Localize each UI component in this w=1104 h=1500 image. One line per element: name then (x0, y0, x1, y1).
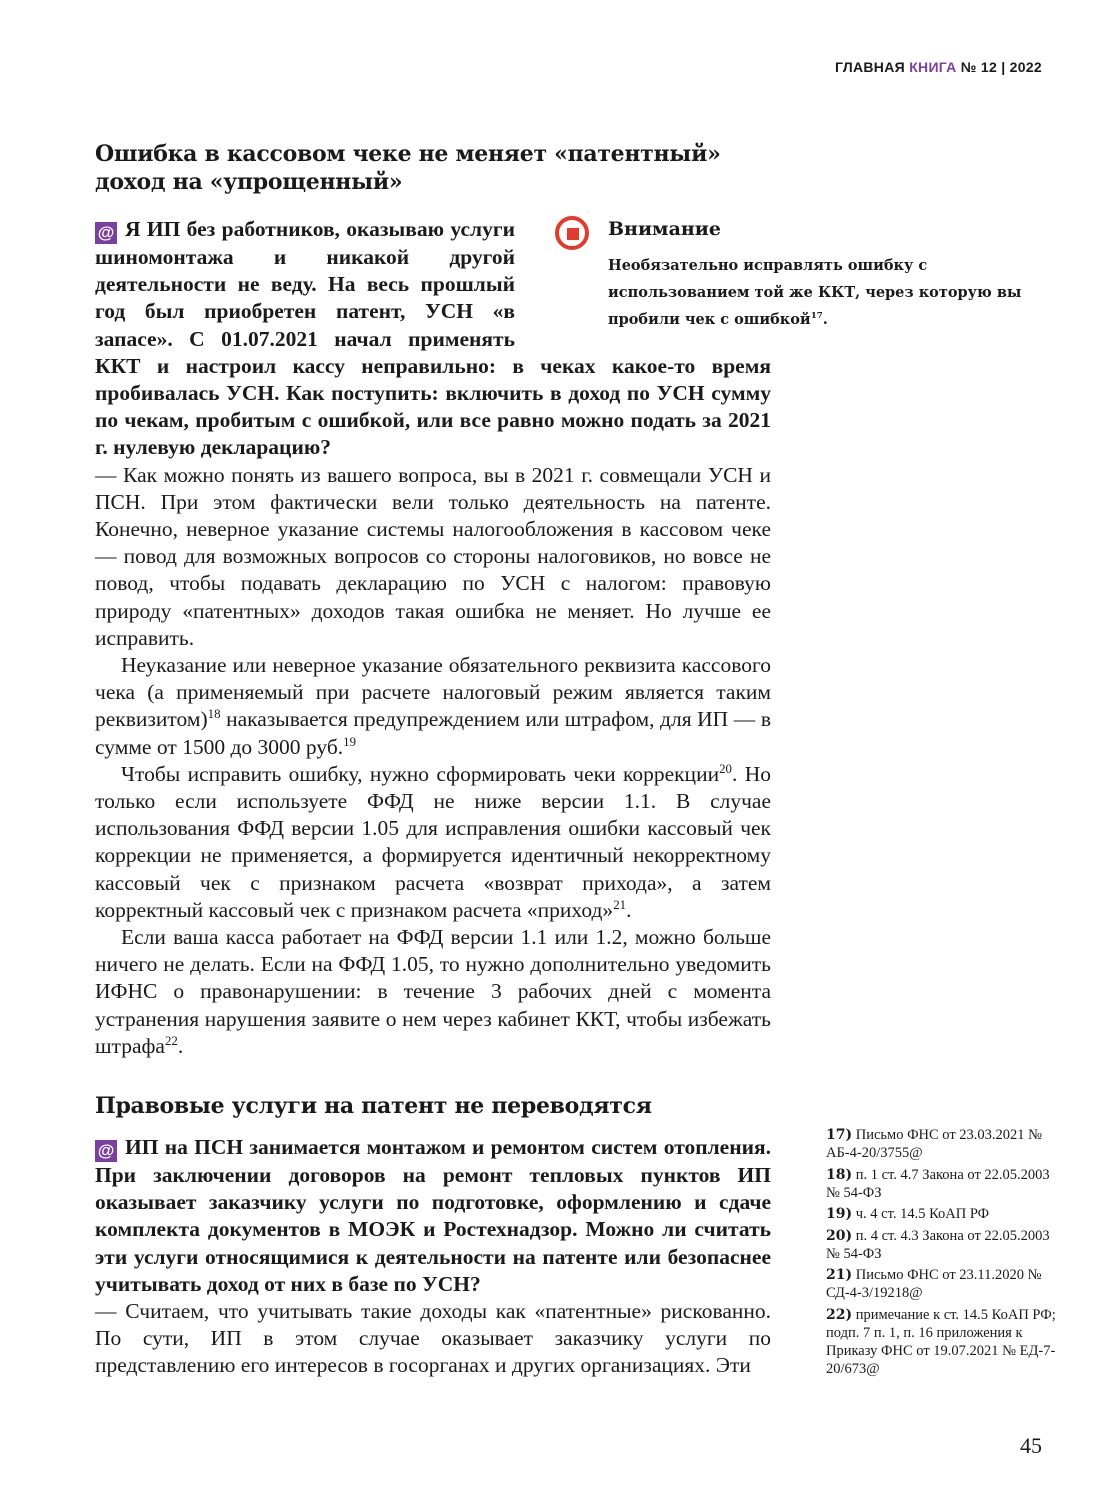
attention-text: Необязательно исправлять ошибку с использованием той же ККТ, через которую вы пробили чек с ошибкой$^{17}$. (608, 257, 1022, 328)
brand-name-accent: КНИГА (909, 59, 957, 75)
footnote: 22) примечание к ст. 14.5 КоАП РФ; подп. 7 п. 1, п. 16 приложения к Приказу ФНС от 19.07.2021 № ЕД-7-20/673@ (826, 1306, 1056, 1377)
answer-paragraph: Если ваша касса работает на ФФД версии 1.1 или 1.2, можно больше ничего не делать. Если на ФФД 1.05, то нужно дополнительно уведомить ИФНС о правонарушении: в течение 3 рабочих дней с момента устранения нарушения заявите о нем через кабинет ККТ, чтобы избежать штрафа$^{22}$. (95, 925, 771, 1058)
reader-question: @ ИП на ПСН занимается монтажом и ремонтом систем отопления. При заключении договоров на ремонт тепловых пунктов ИП оказывает заказчику услуги по подготовке, оформлению и сдаче комплекта документов в МОЭК и Ростехнадзор. Можно ли считать эти услуги относящимися к деятельности на патенте или безопаснее учитывать доход от них в базе по УСН? (95, 1135, 771, 1296)
answer-paragraph: Чтобы исправить ошибку, нужно сформировать чеки коррекции$^{20}$. Но только если используете ФФД не ниже версии 1.1. В случае использования ФФД версии 1.05 для исправления ошибки кассовый чек коррекции не применяется, а формируется идентичный некорректному кассовый чек с признаком расчета «возврат прихода», а затем корректный кассовый чек с признаком расчета «приход»$^{21}$. (95, 761, 771, 922)
at-icon: @ (95, 1140, 117, 1162)
footnote: 21) Письмо ФНС от 23.11.2020 № СД-4-3/19218@ (826, 1267, 1042, 1301)
footnote: 19) ч. 4 ст. 14.5 КоАП РФ (826, 1206, 990, 1222)
section-2 (95, 1092, 771, 1380)
footnote: 20) п. 4 ст. 4.3 Закона от 22.05.2003 № 54-ФЗ (826, 1227, 1050, 1262)
section-1 (95, 140, 1022, 1060)
answer-paragraph: — Считаем, что учитывать такие доходы как «патентные» рискованно. По сути, ИП в этом случае оказывает заказчику услуги по представлению его интересов в госорганах и других организациях. Эти (95, 1299, 771, 1378)
section-2-title: Правовые услуги на патент не переводятся (95, 1093, 652, 1119)
answer-paragraph: Неуказание или неверное указание обязательного реквизита кассового чека (а применяемый при расчете налоговый режим является таким реквизитом)$^{18}$ наказывается предупреждением или штрафом, для ИП — в сумме от 1500 до 3000 руб.$^{19}$ (95, 653, 771, 759)
footnotes (826, 1126, 1056, 1381)
stop-icon (555, 216, 589, 250)
answer-paragraph: — Как можно понять из вашего вопроса, вы в 2021 г. совмещали УСН и ПСН. При этом фактически вели только деятельность на патенте. Конечно, неверное указание системы налогообложения в кассовом чеке — повод для возможных вопросов со стороны налоговиков, но вовсе не повод, чтобы подавать декларацию по УСН с налогом: правовую природу «патентных» доходов такая ошибка не меняет. Но лучше ее исправить. (95, 462, 771, 650)
running-header (835, 59, 1042, 75)
issue-number: № 12 | 2022 (960, 59, 1042, 75)
footnote: 17) Письмо ФНС от 23.03.2021 № АБ-4-20/3755@ (826, 1127, 1043, 1161)
footnote-ref: 17 (810, 311, 823, 322)
at-icon: @ (95, 222, 117, 244)
footnote: 18) п. 1 ст. 4.7 Закона от 22.05.2003 № 54-ФЗ (826, 1166, 1050, 1201)
brand-name: ГЛАВНАЯ (834, 59, 905, 75)
reader-question: @ Я ИП без работников, оказываю услуги шиномонтажа и никакой другой деятельности не веду. На весь прошлый год был приобретен патент, УСН «в запасе». С 01.07.2021 начал применять ККТ и настроил кассу неправильно: в чеках какое-то время пробивалась УСН. Как поступить: включить в доход по УСН сумму по чекам, пробитым с ошибкой, или все равно можно подать за 2021 г. нулевую декларацию? (95, 217, 771, 460)
page-number: 45 (1020, 1433, 1042, 1458)
attention-title: Внимание (608, 218, 721, 240)
section-1-title: Ошибка в кассовом чеке не меняет «патентный» доход на «упрощенный» (95, 141, 721, 195)
